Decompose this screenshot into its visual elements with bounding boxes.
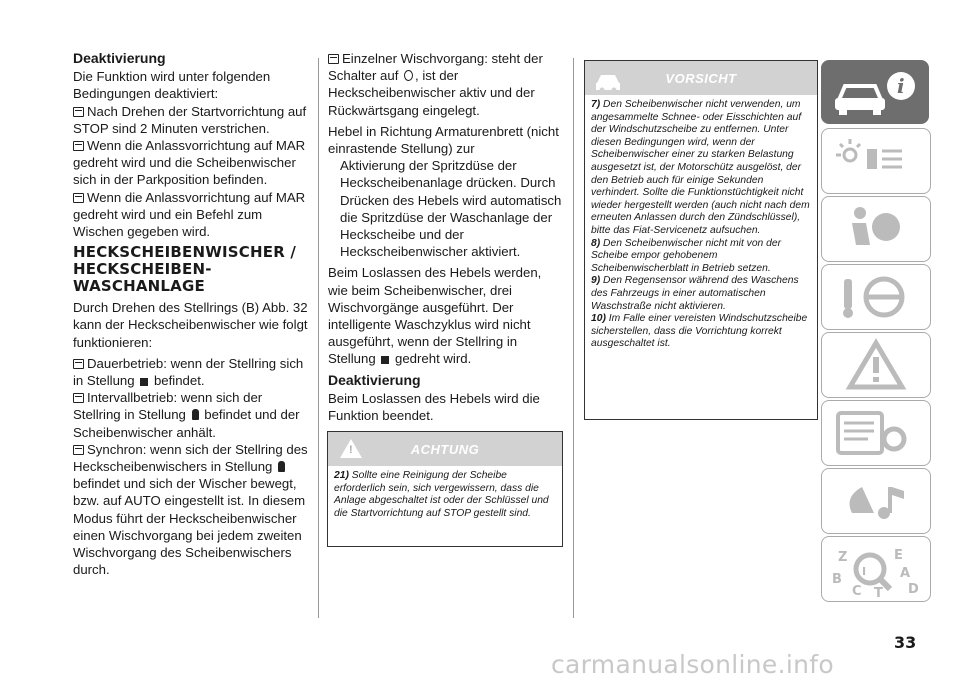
bullet-icon — [73, 445, 84, 455]
deakt-item-1: Nach Drehen der Startvorrichtung auf STOP sind 2 Minuten verstrichen. — [73, 103, 307, 136]
tab-index[interactable] — [821, 536, 931, 602]
index-letter: T — [874, 586, 883, 601]
index-letter: C — [852, 584, 862, 599]
column-2 — [328, 50, 564, 424]
index-letter: Z — [838, 550, 848, 565]
achtung-header — [328, 432, 562, 466]
achtung-number: 21) — [334, 470, 349, 481]
interval-symbol-icon — [192, 409, 199, 420]
achtung-title: ACHTUNG — [410, 442, 480, 457]
svg-text:i: i — [897, 74, 905, 98]
achtung-box — [327, 431, 563, 547]
position-o-icon — [404, 70, 413, 81]
tab-car-info[interactable] — [821, 60, 929, 124]
index-letter: B — [832, 572, 842, 587]
column-divider-1 — [318, 58, 319, 618]
achtung-body — [328, 466, 562, 524]
tab-maintenance[interactable] — [821, 400, 931, 466]
vorsicht-item-8: 8) Den Scheibenwischer nicht mit von der Scheibe empor gehobenem Scheibenwischerblatt in Betrieb setzen. — [591, 237, 782, 274]
airbag-icon — [822, 197, 930, 261]
tab-multimedia[interactable] — [821, 468, 931, 534]
lever-intro: Hebel in Richtung Armaturenbrett (nicht einrastende Stellung) zur — [328, 123, 559, 157]
bullet-icon — [73, 193, 84, 203]
vorsicht-header — [585, 61, 817, 95]
bullet-icon — [328, 54, 339, 64]
deakt-item-3: Wenn die Anlassvorrichtung auf MAR gedreht wird und ein Befehl zum Wischen gegeben wird. — [73, 189, 306, 240]
bullet-icon — [73, 141, 84, 151]
lever-text: Aktivierung der Spritzdüse der Heckscheibenanlage drücken. Durch Drücken des Hebels wird automatisch die Spritzdüse der Waschanlage der Heckscheibe und der Heckscheibenwischer aktiviert. — [340, 158, 562, 260]
synchron-symbol-icon — [278, 461, 285, 472]
mode-interval: Intervallbetrieb: wenn sich der Stellring in Stellung befindet und der Scheibenwischer anhält. — [73, 390, 300, 440]
tab-dashboard[interactable] — [821, 128, 931, 194]
section-heading: HECKSCHEIBENWISCHER / HECKSCHEIBEN-WASCHANLAGE — [73, 243, 297, 296]
tab-safety[interactable] — [821, 196, 931, 262]
achtung-text: Sollte eine Reinigung der Scheibe erforderlich sein, sich vergewissern, dass die Anlage abgeschaltet ist oder der Schlüssel und die Startvorrichtung auf STOP gestellt sind. — [334, 470, 549, 519]
deaktivierung-text-2: Beim Loslassen des Hebels wird die Funktion beendet. — [328, 390, 540, 424]
vorsicht-title: VORSICHT — [665, 71, 737, 86]
mode-synchron: Synchron: wenn sich der Stellring des Heckscheibenwischers in Stellung befindet und sich der Wischer bewegt, bzw. auf AUTO eingestellt ist. In diesem Modus führt der Heckscheibenwischer einen Wischvorgang bei jedem zweiten Wischvorgang des Scheibenwischers durch. — [73, 441, 308, 578]
bullet-icon — [73, 107, 84, 117]
tab-emergency[interactable] — [821, 332, 931, 398]
watermark: carmanualsonline.info — [551, 650, 834, 679]
index-letter: A — [900, 566, 911, 581]
deaktivierung-intro: Die Funktion wird unter folgenden Bedingungen deaktiviert: — [73, 69, 271, 102]
service-settings-icon — [822, 401, 930, 465]
index-letter: E — [894, 548, 903, 563]
page-number: 33 — [894, 633, 917, 652]
deakt-item-2: Wenn die Anlassvorrichtung auf MAR gedreht wird und die Scheibenwischer sich in der Parkposition befinden. — [73, 138, 306, 188]
vorsicht-item-9: 9) Den Regensensor während des Waschens des Fahrzeugs in einer automatischen Waschstraße nicht aktivieren. — [591, 275, 799, 312]
bullet-icon — [73, 393, 84, 403]
column-divider-2 — [573, 58, 574, 618]
section-intro: Durch Drehen des Stellrings (B) Abb. 32 kann der Heckscheibenwischer wie folgt funktionieren: — [73, 300, 308, 350]
column-1 — [73, 50, 311, 578]
continuous-symbol-icon — [381, 356, 389, 364]
bullet-icon — [73, 359, 84, 369]
car-info-icon — [821, 60, 929, 124]
tab-starting-driving[interactable] — [821, 264, 931, 330]
release-text: Beim Loslassen des Hebels werden, wie beim Scheibenwischer, drei Wischvorgänge ausgeführt. Der intelligente Waschzyklus wird nicht ausgeführt, wenn der Stellring in Stellung gedreht wird. — [328, 265, 542, 367]
vorsicht-body — [585, 95, 817, 355]
vorsicht-item-7: 7) Den Scheibenwischer nicht verwenden, um angesammelte Schnee- oder Eisschichten auf der Windschutzscheibe zu entfernen. Unter diesen Bedingungen wird, wenn der Scheibenwischer einer zu starken Belastung ausgesetzt ist, der Motorschütz ausgelöst, der den Betrieb auch für einige Sekunden verhindert. Sollte die Funktionstüchtigkeit nicht wieder hergestellt werden (auch nicht nach dem erneuten Anlassen durch den Zündschlüssel), bitte das Fiat-Servicenetz aufsuchen. — [591, 99, 810, 236]
index-letter: D — [908, 582, 919, 597]
vorsicht-item-10: 10) Im Falle einer vereisten Windschutzscheibe sicherstellen, dass die Vorrichtung korrekt ausgeschaltet ist. — [591, 313, 808, 350]
dashboard-lights-icon — [822, 129, 930, 193]
warning-icon: ! — [340, 439, 362, 458]
mode-continuous: Dauerbetrieb: wenn der Stellring sich in Stellung befindet. — [73, 355, 304, 389]
continuous-symbol-icon — [140, 378, 148, 386]
deaktivierung-heading: Deaktivierung — [73, 50, 166, 66]
index-letter: I — [862, 565, 867, 578]
single-wipe: Einzelner Wischvorgang: steht der Schalter auf , ist der Heckscheibenwischer aktiv und der Rückwärtsgang eingelegt. — [328, 51, 543, 118]
steering-wheel-key-icon — [822, 265, 930, 329]
index-letters-icon — [822, 537, 930, 601]
media-nav-icon — [822, 469, 930, 533]
deaktivierung-heading-2: Deaktivierung — [328, 371, 421, 388]
vorsicht-box — [584, 60, 818, 420]
warning-triangle-icon — [822, 333, 930, 397]
